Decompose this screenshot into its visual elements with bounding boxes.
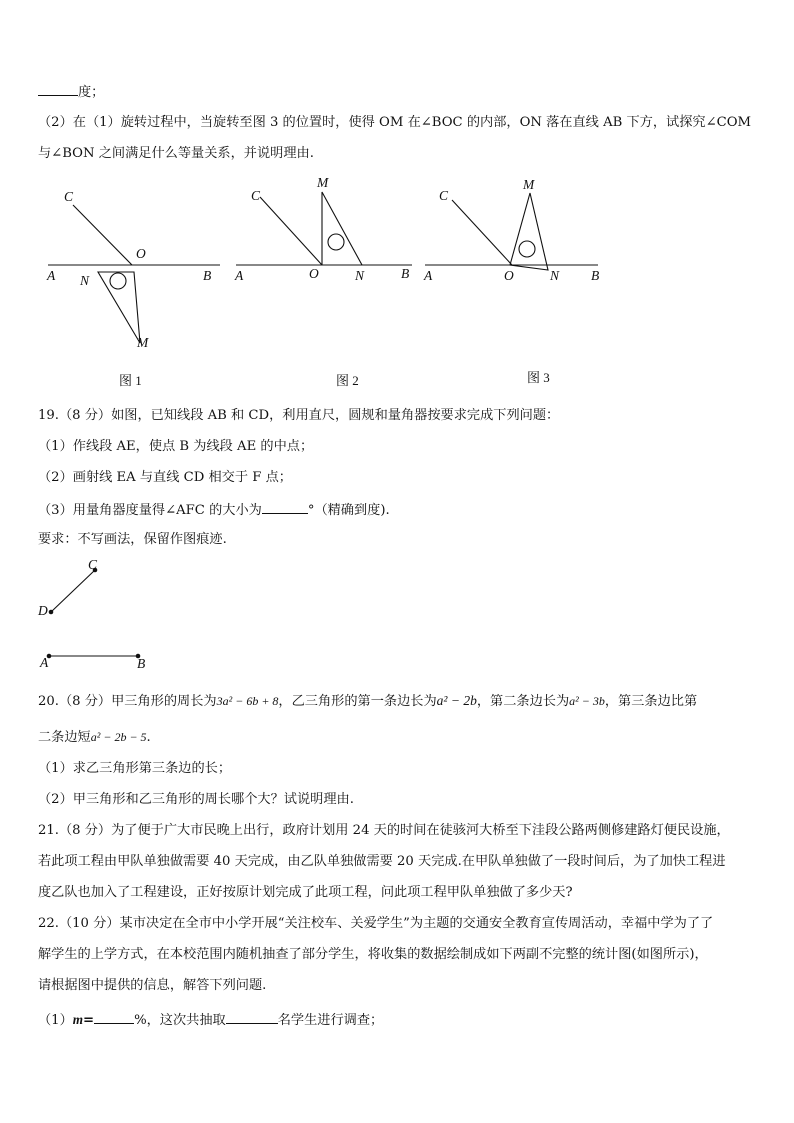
q19-requirement: 要求：不写画法，保留作图痕迹. (38, 532, 227, 547)
q19-part3: （3）用量角器度量得∠AFC 的大小为 °（精确到度). (38, 500, 390, 520)
fig2-label-b: B (401, 266, 410, 281)
fig1-label-n: N (80, 273, 90, 288)
count-answer-blank (226, 1010, 278, 1024)
side3-expression: a² − 2b − 5 (90, 730, 147, 744)
q20-part2: （2）甲三角形和乙三角形的周长哪个大？试说明理由. (38, 792, 354, 807)
q22-part1: （1）m= %，这次共抽取 名学生进行调查； (38, 1012, 384, 1028)
q18-part2-line2: 与∠BON 之间满足什么等量关系，并说明理由. (38, 146, 314, 161)
fig2-label-c: C (251, 188, 261, 203)
fig3-ray-oc (452, 200, 512, 265)
q19-stem: 19.（8 分）如图，已知线段 AB 和 CD，利用直尺，圆规和量角器按要求完成下列问题： (38, 408, 560, 423)
fig2-caption: 图 2 (336, 373, 359, 388)
side2-expression: a² − 3b (569, 694, 605, 708)
m-answer-blank (94, 1010, 134, 1024)
fig2-label-n: N (355, 268, 365, 283)
fig1-caption: 图 1 (119, 373, 142, 388)
fig1-label-b: B (203, 268, 212, 283)
side1-expression: a² − 2b (436, 693, 477, 708)
perimeter-expression: 3a² − 6b + 8 (216, 694, 279, 708)
angle-answer-blank (262, 500, 308, 514)
fig3-circle (519, 241, 535, 257)
fig1-label-m: M (137, 335, 149, 350)
q20-line1: 20.（8 分）甲三角形的周长为3a² − 6b + 8，乙三角形的第一条边长为a² − 2b，第二条边长为a² − 3b，第三条边比第 (38, 693, 698, 709)
fig3-label-m: M (523, 177, 535, 192)
q19-part1: （1）作线段 AE，使点 B 为线段 AE 的中点； (38, 439, 314, 454)
fig3-label-a: A (424, 268, 433, 283)
fig1-ray-oc (73, 205, 132, 265)
fig2-label-o: O (309, 266, 319, 281)
q18-part2-line1: （2）在（1）旋转过程中，当旋转至图 3 的位置时，使得 OM 在∠BOC 的内部，ON 落在直线 AB 下方，试探究∠COM (38, 115, 752, 130)
fig3-label-c: C (439, 188, 449, 203)
q19-label-c: C (88, 557, 98, 572)
fig1-label-a: A (47, 268, 56, 283)
q20-line2: 二条边短a² − 2b − 5. (38, 730, 151, 745)
fig3-label-b: B (591, 268, 600, 283)
q21-line2: 若此项工程由甲队单独做需要 40 天完成，由乙队单独做需要 20 天完成.在甲队单独做了一段时间后，为了加快工程进 (38, 854, 726, 869)
q21-line1: 21.（8 分）为了便于广大市民晚上出行，政府计划用 24 天的时间在徒骇河大桥至下洼段公路两侧修建路灯便民设施， (38, 823, 730, 838)
point-d-dot (49, 610, 54, 615)
fig2-ray-oc (260, 197, 322, 265)
fig2-label-m: M (317, 175, 329, 190)
fig1-label-c: C (64, 189, 74, 204)
q21-line3: 度乙队也加入了工程建设，正好按原计划完成了此项工程，问此项工程甲队单独做了多少天? (38, 885, 573, 900)
fig3-label-n: N (550, 268, 560, 283)
fig1-triangle (98, 272, 140, 343)
q19-label-d: D (38, 603, 48, 618)
q22-line3: 请根据图中提供的信息，解答下列问题. (38, 978, 267, 993)
fig2-circle (328, 234, 344, 250)
q19-part2: （2）画射线 EA 与直线 CD 相交于 F 点； (38, 470, 292, 485)
q19-label-a: A (40, 655, 49, 670)
degree-text: 度； (78, 85, 105, 100)
q19-segment-cd (51, 570, 95, 612)
q19-label-b: B (137, 656, 146, 671)
q22-line2: 解学生的上学方式，在本校范围内随机抽查了部分学生，将收集的数据绘制成如下两副不完整的统计图(如图所示)， (38, 947, 708, 962)
q20-part1: （1）求乙三角形第三条边的长； (38, 761, 232, 776)
q22-line1: 22.（10 分）某市决定在全市中小学开展“关注校车、关爱学生”为主题的交通安全教育宣传周活动，幸福中学为了了 (38, 916, 714, 931)
fig1-circle (110, 273, 126, 289)
fig1-label-o: O (136, 246, 146, 261)
fig2-triangle (322, 192, 362, 265)
fig2-label-a: A (235, 268, 244, 283)
fig3-triangle (510, 193, 548, 270)
fig3-caption: 图 3 (527, 370, 550, 385)
fig3-label-o: O (504, 268, 514, 283)
